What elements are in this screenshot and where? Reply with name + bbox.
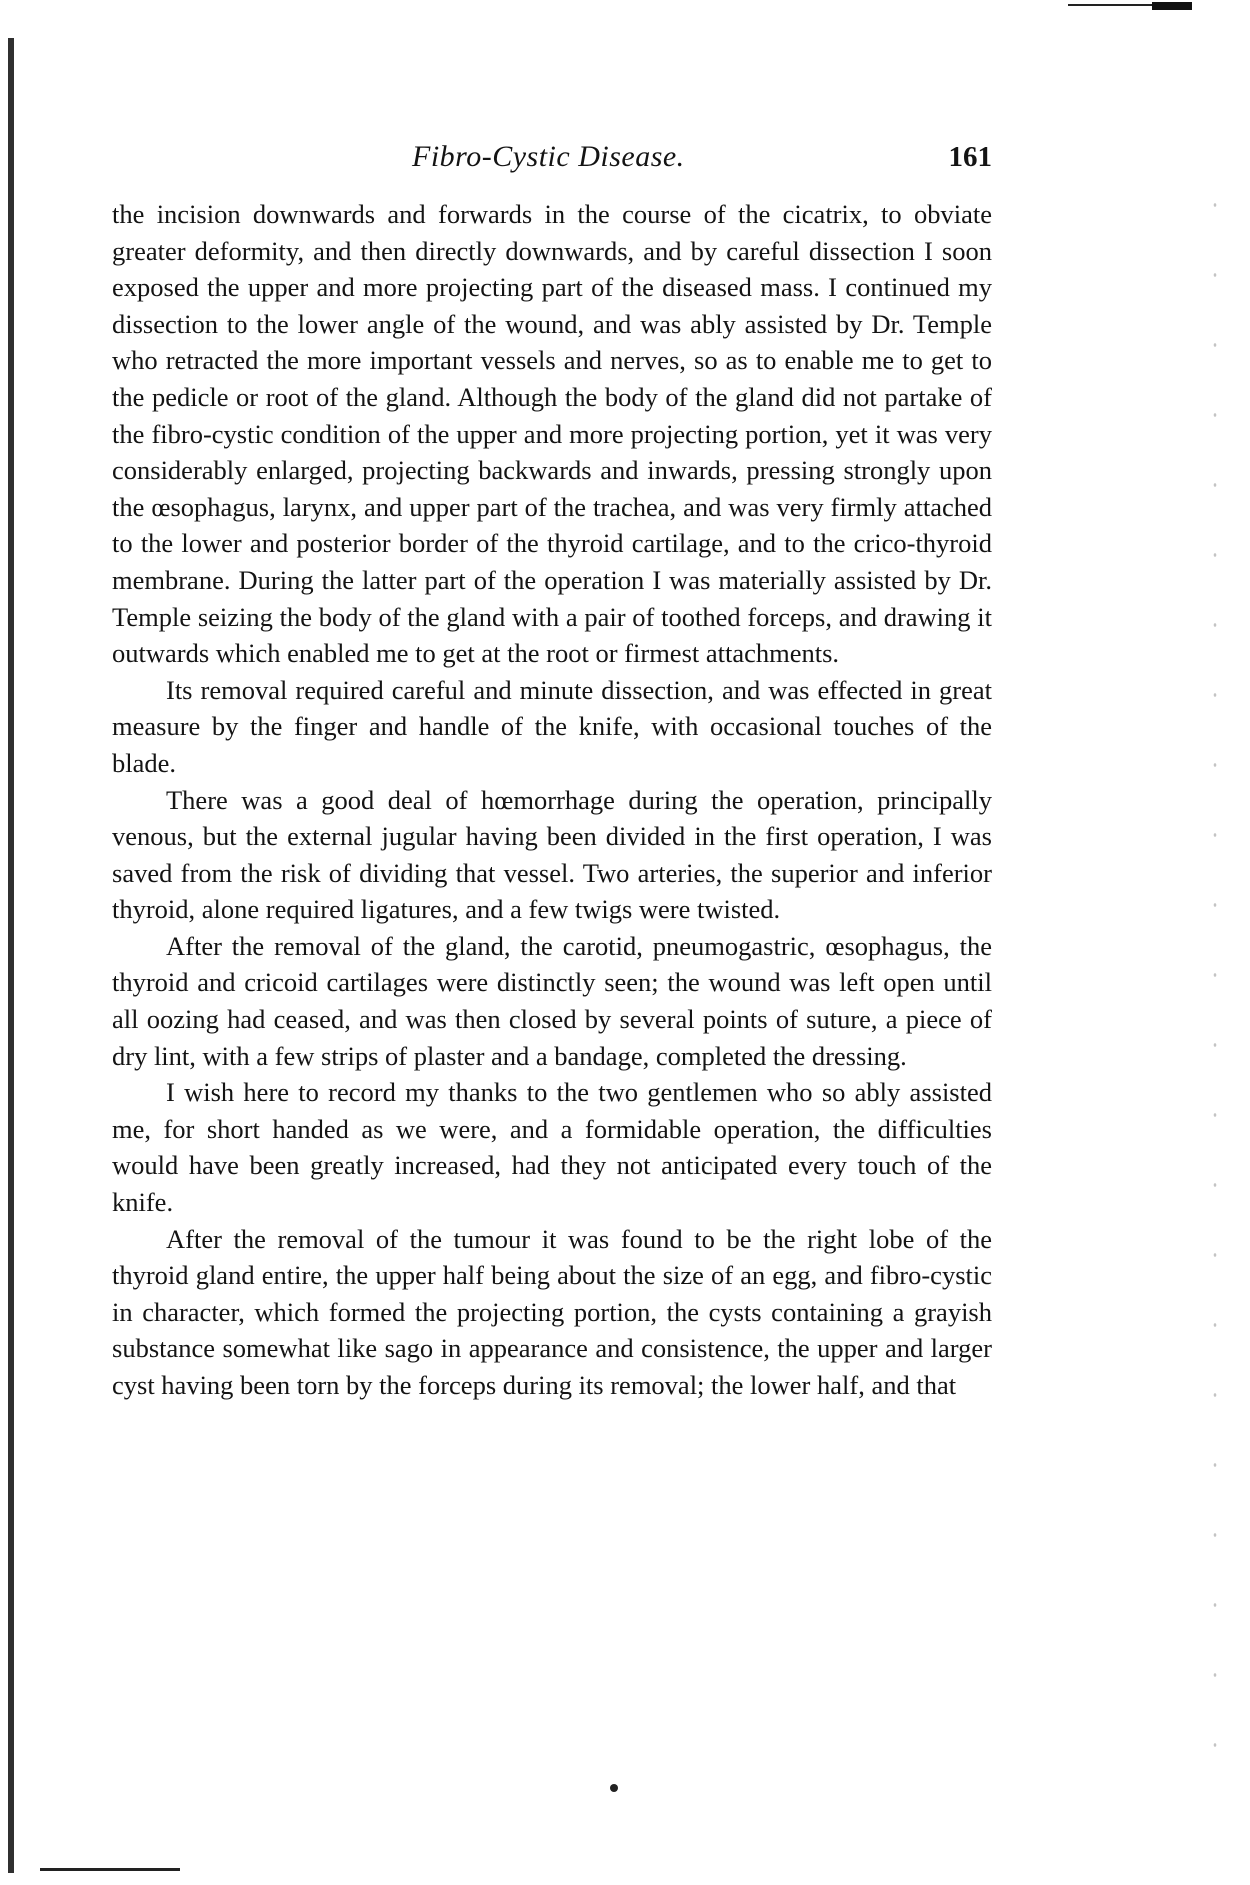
scan-mark-top-right xyxy=(1068,4,1188,12)
footer-dot xyxy=(610,1784,618,1792)
scan-mark-bottom-left xyxy=(40,1858,180,1871)
scan-edge-shadow xyxy=(8,38,14,1873)
scan-speckle-margin xyxy=(1190,170,1240,1770)
book-page xyxy=(112,140,992,1404)
page-number: 161 xyxy=(948,141,992,173)
paragraph: After the removal of the gland, the carotid, pneumogastric, œsophagus, the thyroid and cricoid cartilages were distinctly seen; the wound was left open until all oozing had ceased, and was then closed by several points of suture, a piece of dry lint, with a few strips of plaster and a bandage, completed the dressing. xyxy=(112,930,992,1071)
paragraph: After the removal of the tumour it was found to be the right lobe of the thyroid gland entire, the upper half being about the size of an egg, and fibro-cystic in character, which formed the projecting portion, the cysts containing a grayish substance somewhat like sago in appearance and consistence, the upper and larger cyst having been torn by the forceps during its removal; the lower half, and that xyxy=(112,1223,992,1400)
running-title: Fibro-Cystic Disease. xyxy=(412,140,685,173)
paragraph: I wish here to record my thanks to the two gentlemen who so ably assisted me, for short handed as we were, and a formidable operation, the difficulties would have been greatly increased, had they not anticipated every touch of the knife. xyxy=(112,1077,992,1218)
body-text xyxy=(112,196,992,1404)
running-head xyxy=(112,140,992,196)
paragraph-continued: the incision downwards and forwards in the course of the cicatrix, to obviate greater deformity, and then directly downwards, and by careful dissection I soon exposed the upper and more projecting part of the diseased mass. I continued my dissection to the lower angle of the wound, and was ably assisted by Dr. Temple who retracted the more important vessels and nerves, so as to enable me to get to the pedicle or root of the gland. Although the body of the gland did not partake of the fibro-cystic condition of the upper and more projecting portion, yet it was very considerably enlarged, projecting backwards and inwards, pressing strongly upon the œsophagus, larynx, and upper part of the trachea, and was very firmly attached to the lower and posterior border of the thyroid cartilage, and to the crico-thyroid membrane. During the latter part of the operation I was materially assisted by Dr. Temple seizing the body of the gland with a pair of toothed forceps, and drawing it outwards which enabled me to get at the root or firmest attachments. xyxy=(112,199,992,669)
paragraph: Its removal required careful and minute dissection, and was effected in great measure by the finger and handle of the knife, with occasional touches of the blade. xyxy=(112,674,992,778)
paragraph: There was a good deal of hœmorrhage during the operation, principally venous, but the external jugular having been divided in the first operation, I was saved from the risk of dividing that vessel. Two arteries, the superior and inferior thyroid, alone required ligatures, and a few twigs were twisted. xyxy=(112,784,992,925)
